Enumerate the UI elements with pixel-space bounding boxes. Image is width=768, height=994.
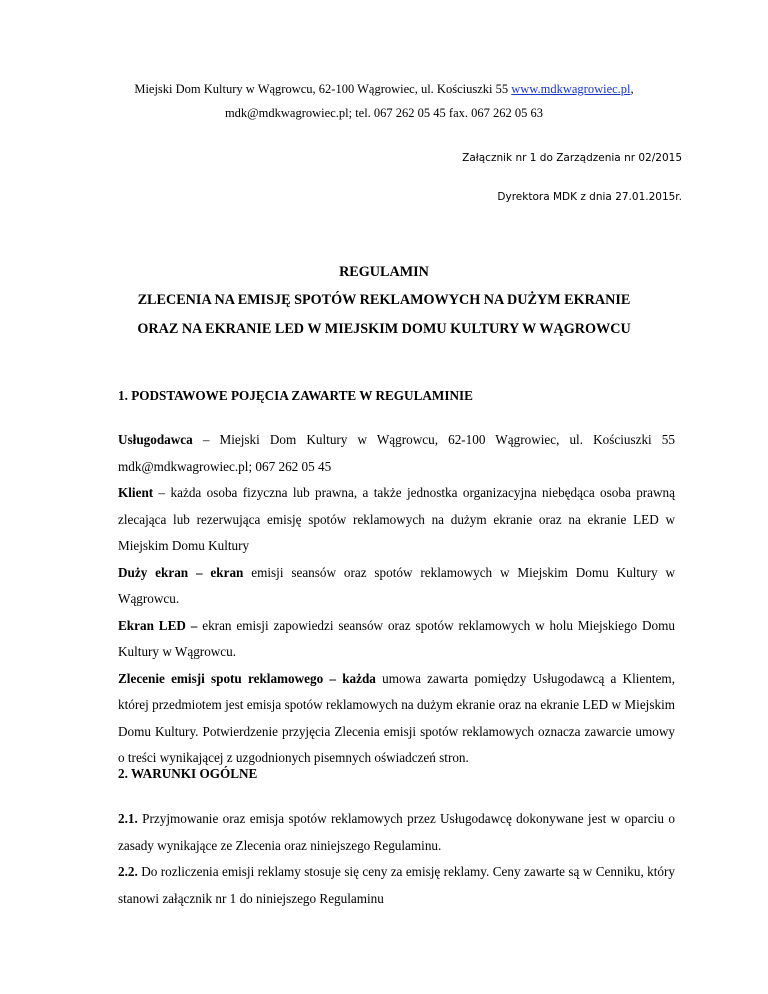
document-subtitle-line-1: ZLECENIA NA EMISJĘ SPOTÓW REKLAMOWYCH NA DUŻYM EKRANIE: [137, 292, 631, 308]
section-2-body: [118, 806, 675, 912]
term-duzy-ekran: Duży ekran – ekran: [118, 564, 244, 580]
clause-2-1: [118, 806, 675, 859]
document-title: REGULAMIN: [339, 264, 429, 280]
section-1-heading: 1. PODSTAWOWE POJĘCIA ZAWARTE W REGULAMINIE: [118, 388, 473, 403]
document-subtitle-line-2: ORAZ NA EKRANIE LED W MIEJSKIM DOMU KULTURY W WĄGROWCU: [137, 321, 631, 337]
clause-2-1-number: 2.1.: [118, 811, 138, 826]
clause-2-2-text: Do rozliczenia emisji reklamy stosuje się ceny za emisję reklamy. Ceny zawarte są w Cenniku, który stanowi załącznik nr 1 do niniejszego Regulaminu: [118, 864, 675, 906]
term-zlecenie: Zlecenie emisji spotu reklamowego – każda: [118, 670, 376, 686]
definition-duzy-ekran-text: emisji seansów oraz spotów reklamowych w Miejskim Domu Kultury w Wągrowcu.: [118, 564, 676, 606]
header-address-comma: ,: [630, 82, 634, 96]
header-address-line: [0, 82, 768, 97]
definition-ekran-led-text: ekran emisji zapowiedzi seansów oraz spotów reklamowych w holu Miejskiego Domu Kultury w Wągrowcu.: [118, 617, 675, 659]
definition-uslugodawca-contact: mdk@mdkwagrowiec.pl; 067 262 05 45: [118, 458, 332, 474]
clause-2-1-text: Przyjmowanie oraz emisja spotów reklamowych przez Usługodawcę dokonywane jest w oparciu o zasady wynikające ze Zlecenia oraz niniejszego Regulaminu.: [118, 811, 675, 853]
section-1-body: [118, 427, 675, 772]
header-address: Miejski Dom Kultury w Wągrowcu, 62-100 Wągrowiec, ul. Kościuszki 55: [134, 82, 512, 96]
clause-2-2-number: 2.2.: [118, 864, 138, 879]
term-klient: Klient: [118, 485, 154, 500]
definition-klient-text: – każda osoba fizyczna lub prawna, a także jednostka organizacyjna niebędąca osoba prawną zlecająca lub rezerwująca emisję spotów reklamowych na dużym ekranie oraz na ekranie LED w Miejskim Domu Kultury: [118, 485, 675, 553]
definition-duzy-ekran: [118, 560, 675, 613]
term-uslugodawca: Usługodawca: [118, 432, 193, 447]
annex-line-1: Załącznik nr 1 do Zarządzenia nr 02/2015: [462, 152, 682, 164]
definition-zlecenie-text: umowa zawarta pomiędzy Usługodawcą a Klientem, której przedmiotem jest emisja spotów reklamowych na dużym ekranie oraz na ekranie LED w Miejskim Domu Kultury. Potwierdzenie przyjęcia Zlecenia emisji spotów reklamowych oznacza zawarcie umowy o treści wynikającej z uzgodnionych pisemnych oświadczeń stron.: [118, 670, 675, 765]
definition-uslugodawca-text: – Miejski Dom Kultury w Wągrowcu, 62-100 Wągrowiec, ul. Kościuszki 55: [192, 432, 675, 447]
website-link[interactable]: www.mdkwagrowiec.pl: [511, 82, 631, 96]
definition-zlecenie: [118, 666, 675, 772]
definition-klient: [118, 480, 675, 560]
definition-uslugodawca: [118, 427, 675, 480]
definition-ekran-led: [118, 613, 675, 666]
annex-line-2: Dyrektora MDK z dnia 27.01.2015r.: [497, 191, 682, 203]
header-contact-line: mdk@mdkwagrowiec.pl; tel. 067 262 05 45 fax. 067 262 05 63: [224, 106, 544, 120]
definition-uslugodawca-line-1: [118, 427, 675, 454]
clause-2-2: [118, 859, 675, 912]
term-ekran-led: Ekran LED –: [118, 617, 198, 633]
section-2-heading: 2. WARUNKI OGÓLNE: [118, 766, 258, 781]
